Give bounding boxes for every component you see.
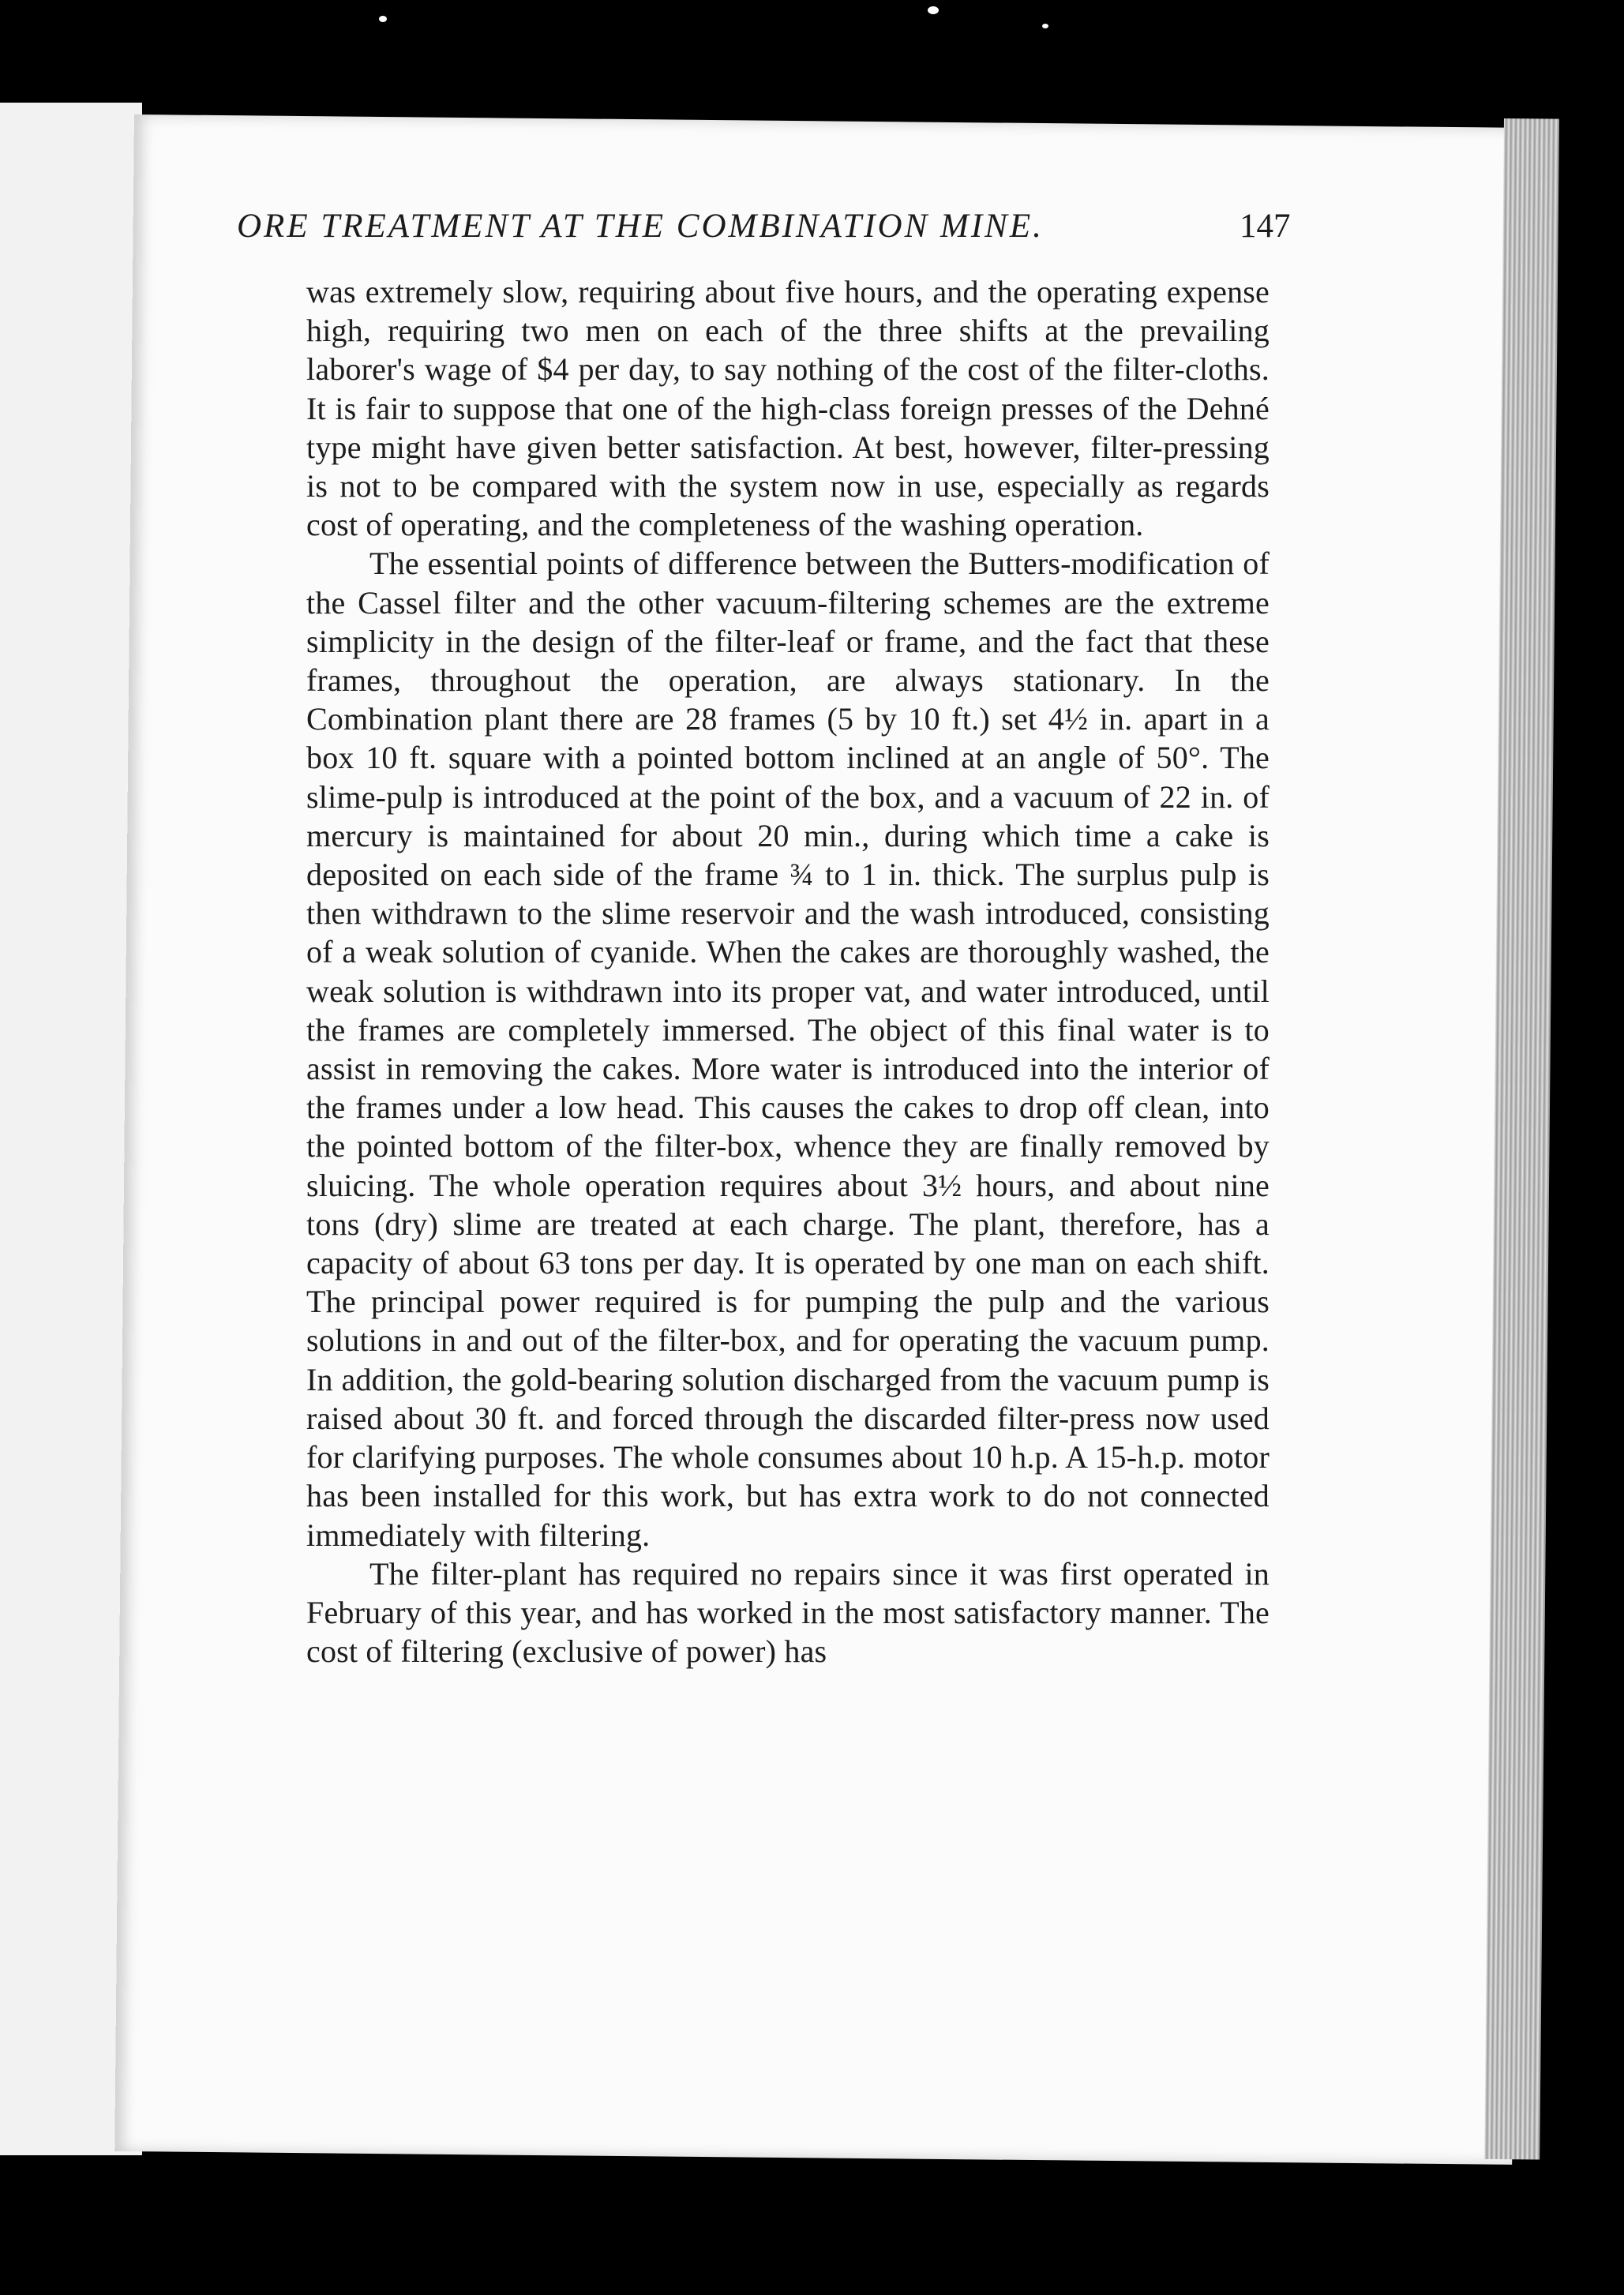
scan-speck <box>379 16 387 22</box>
paragraph: was extremely slow, requiring about five hours, and the operating expense high, requiring two men on each of the three shifts at the prevailing laborer's wage of $4 per day, to say nothing of the cost of the filter-cloths. It is fair to suppose that one of the high-class foreign presses of the Dehné type might have given better satisfaction. At best, however, filter-pressing is not to be compared with the system now in use, especially as regards cost of operating, and the completeness of the washing operation. <box>306 274 1270 543</box>
running-title: ORE TREATMENT AT THE COMBINATION MINE. <box>237 208 1044 245</box>
paragraph: The filter-plant has required no repairs since it was first operated in February of this year, and has worked in the most satisfactory manner. The cost of filtering (exclusive of power) has <box>306 1555 1270 1670</box>
page-number: 147 <box>1240 208 1291 245</box>
body-text <box>306 272 1270 1671</box>
paragraph: The essential points of difference between the Butters-modification of the Cassel filter and the other vacuum-filtering schemes are the extreme simplicity in the design of the filter-leaf or frame, and the fact that these frames, throughout the operation, are always stationary. In the Combination plant there are 28 frames (5 by 10 ft.) set 4½ in. apart in a box 10 ft. square with a pointed bottom inclined at an angle of 50°. The slime-pulp is introduced at the point of the box, and a vacuum of 22 in. of mercury is maintained for about 20 min., during which time a cake is deposited on each side of the frame ¾ to 1 in. thick. The surplus pulp is then withdrawn to the slime reservoir and the wash introduced, consisting of a weak solution of cyanide. When the cakes are thoroughly washed, the weak solution is withdrawn into its proper vat, and water introduced, until the frames are completely immersed. The object of this final water is to assist in removing the cakes. More water is introduced into the interior of the frames under a low head. This causes the cakes to drop off clean, into the pointed bottom of the filter-box, whence they are finally removed by sluicing. The whole operation requires about 3½ hours, and about nine tons (dry) slime are treated at each charge. The plant, therefore, has a capacity of about 63 tons per day. It is operated by one man on each shift. The principal power required is for pumping the pulp and the various solutions in and out of the filter-box, and for operating the vacuum pump. In addition, the gold-bearing solution discharged from the vacuum pump is raised about 30 ft. and forced through the discarded filter-press now used for clarifying purposes. The whole consumes about 10 h.p. A 15-h.p. motor has been installed for this work, but has extra work to do not connected immediately with filtering. <box>306 546 1270 1553</box>
running-head <box>237 207 1318 254</box>
scan-speck <box>1042 24 1048 28</box>
scan-speck <box>928 6 939 14</box>
